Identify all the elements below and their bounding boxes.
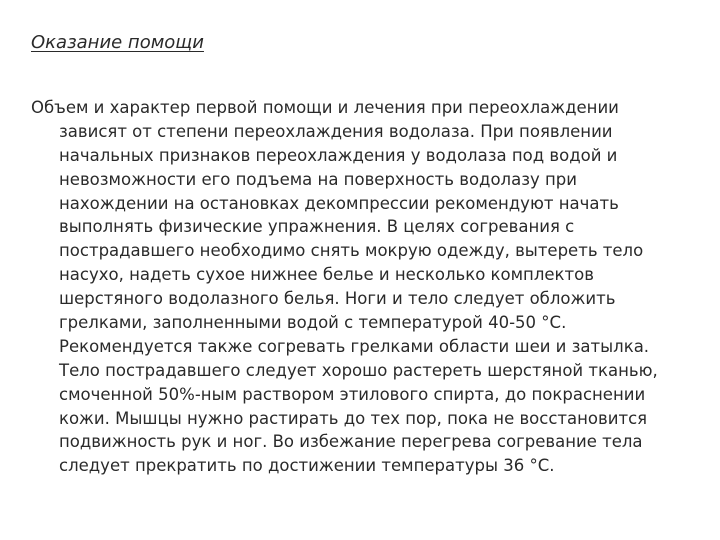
body-paragraph bbox=[31, 96, 691, 478]
paragraph-line: Рекомендуется также согревать грелками области шеи и затылка. bbox=[59, 336, 650, 356]
paragraph-line: смоченной 50%-ным раствором этилового спирта, до покраснении bbox=[59, 384, 646, 404]
paragraph-line: грелками, заполненными водой с температурой 40-50 °С. bbox=[59, 313, 567, 333]
paragraph-line: пострадавшего необходимо снять мокрую одежду, вытереть тело bbox=[59, 241, 644, 261]
paragraph-line: начальных признаков переохлаждения у водолаза под водой и bbox=[59, 145, 618, 165]
paragraph-line: Тело пострадавшего следует хорошо растереть шерстяной тканью, bbox=[59, 360, 658, 380]
paragraph-line: шерстяного водолазного белья. Ноги и тело следует обложить bbox=[59, 289, 616, 309]
paragraph-line: нахождении на остановках декомпрессии рекомендуют начать bbox=[59, 193, 619, 213]
paragraph-line: Объем и характер первой помощи и лечения при переохлаждении bbox=[31, 98, 619, 117]
paragraph-line: подвижность рук и ног. Во избежание перегрева согревание тела bbox=[59, 432, 643, 452]
paragraph-line: кожи. Мышцы нужно растирать до тех пор, пока не восстановится bbox=[59, 408, 648, 428]
paragraph-line: насухо, надеть сухое нижнее белье и несколько комплектов bbox=[59, 265, 594, 285]
paragraph-line: следует прекратить по достижении температуры 36 °С. bbox=[59, 456, 555, 476]
paragraph-line: невозможности его подъема на поверхность водолазу при bbox=[59, 169, 577, 189]
slide-title: Оказание помощи bbox=[31, 32, 204, 53]
paragraph-line: выполнять физические упражнения. В целях согревания с bbox=[59, 217, 575, 237]
paragraph-line: зависят от степени переохлаждения водолаза. При появлении bbox=[59, 121, 613, 141]
